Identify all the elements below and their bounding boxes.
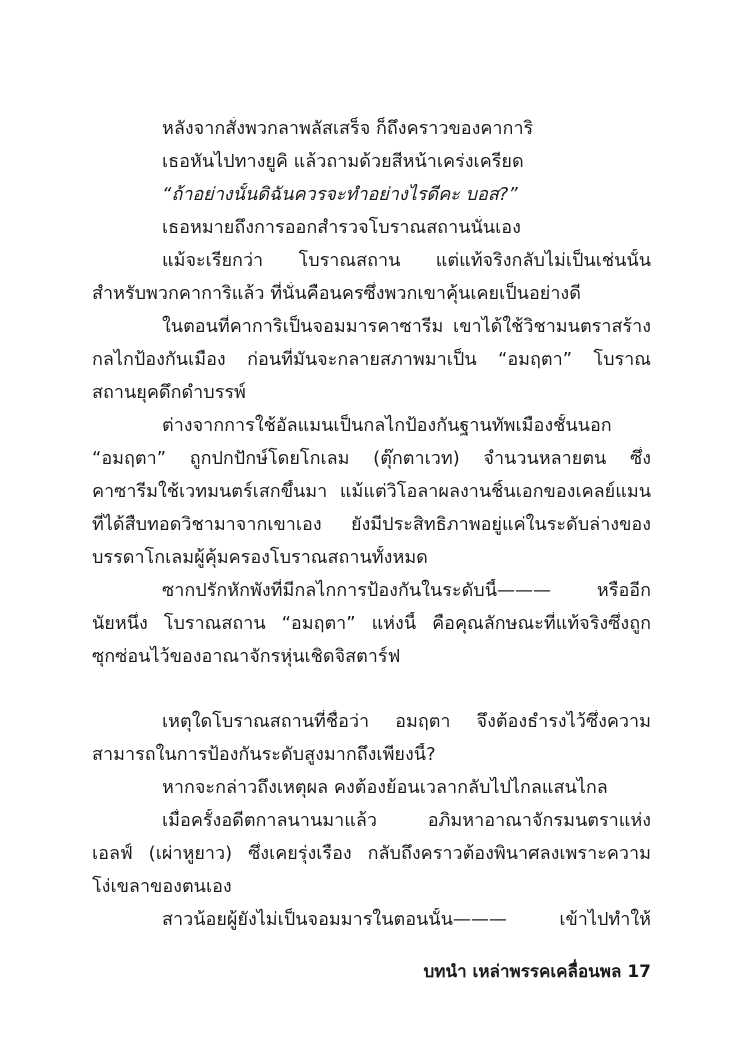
text-line: เธอหมายถึงการออกสำรวจโบราณสถานนั่นเอง: [162, 217, 521, 238]
text-line: สามารถในการป้องกันระดับสูงมากถึงเพียงนี้?: [92, 744, 436, 765]
text-line: บรรดาโกเลมผู้คุ้มครองโบราณสถานทั้งหมด: [92, 547, 428, 568]
text-line: หลังจากสั่งพวกลาพลัสเสร็จ ก็ถึงคราวของคาการิ: [162, 118, 534, 139]
text-line: ซุกซ่อนไว้ของอาณาจักรหุ่นเชิดจิสตาร์ฟ: [92, 646, 401, 667]
text-line: นัยหนึ่ง โบราณสถาน “อมฤตา” แห่งนี้ คือคุณลักษณะที่แท้จริงซึ่งถูก: [92, 613, 651, 634]
text-line: สำหรับพวกคาการิแล้ว ที่นั่นคือนครซึ่งพวกเขาคุ้นเคยเป็นอย่างดี: [92, 283, 581, 304]
text-line: “อมฤตา” ถูกปกปักษ์โดยโกเลม (ตุ๊กตาเวท) จำนวนหลายตน ซึ่ง: [92, 448, 651, 469]
text-line: โง่เขลาของตนเอง: [92, 876, 232, 897]
text-line: หากจะกล่าวถึงเหตุผล คงต้องย้อนเวลากลับไปไกลแสนไกล: [162, 777, 608, 798]
text-line: ในตอนที่คาการิเป็นจอมมารคาซารีม เขาได้ใช้วิชามนตราสร้าง: [162, 316, 651, 337]
text-line: เธอหันไปทางยูคิ แล้วถามด้วยสีหน้าเคร่งเครียด: [162, 151, 524, 172]
text-line: เมื่อครั้งอดีตกาลนานมาแล้ว อภิมหาอาณาจักรมนตราแห่ง: [162, 810, 651, 831]
text-line: ที่ได้สืบทอดวิชามาจากเขาเอง ยังมีประสิทธิภาพอยู่แค่ในระดับล่างของ: [92, 514, 651, 535]
text-line: ซากปรักหักพังที่มีกลไกการป้องกันในระดับนี้——— หรืออีก: [162, 580, 651, 601]
text-line: เหตุใดโบราณสถานที่ชื่อว่า อมฤตา จึงต้องธำรงไว้ซึ่งความ: [162, 711, 651, 732]
text-line: กลไกป้องกันเมือง ก่อนที่มันจะกลายสภาพมาเป็น “อมฤตา” โบราณ: [92, 349, 651, 370]
page-footer: บทนำ เหล่าพรรคเคลื่อนพล 17: [423, 962, 651, 982]
text-line: สถานยุคดึกดำบรรพ์: [92, 382, 246, 403]
text-line: เอลฟ์ (เผ่าหูยาว) ซึ่งเคยรุ่งเรือง กลับถึงคราวต้องพินาศลงเพราะความ: [92, 843, 651, 864]
text-line: ต่างจากการใช้อัลแมนเป็นกลไกป้องกันฐานทัพเมืองชั้นนอก: [162, 415, 612, 436]
text-line: สาวน้อยผู้ยังไม่เป็นจอมมารในตอนนั้น——— เข้าไปทำให้: [162, 909, 651, 930]
text-line: แม้จะเรียกว่า โบราณสถาน แต่แท้จริงกลับไม่เป็นเช่นนั้น: [162, 250, 651, 271]
text-line: คาซารีมใช้เวทมนตร์เสกขึ้นมา แม้แต่วิโอลาผลงานชิ้นเอกของเคลย์แมน: [92, 481, 651, 502]
dialogue-line: “ถ้าอย่างนั้นดิฉันควรจะทำอย่างไรดีคะ บอส?”: [162, 184, 518, 205]
